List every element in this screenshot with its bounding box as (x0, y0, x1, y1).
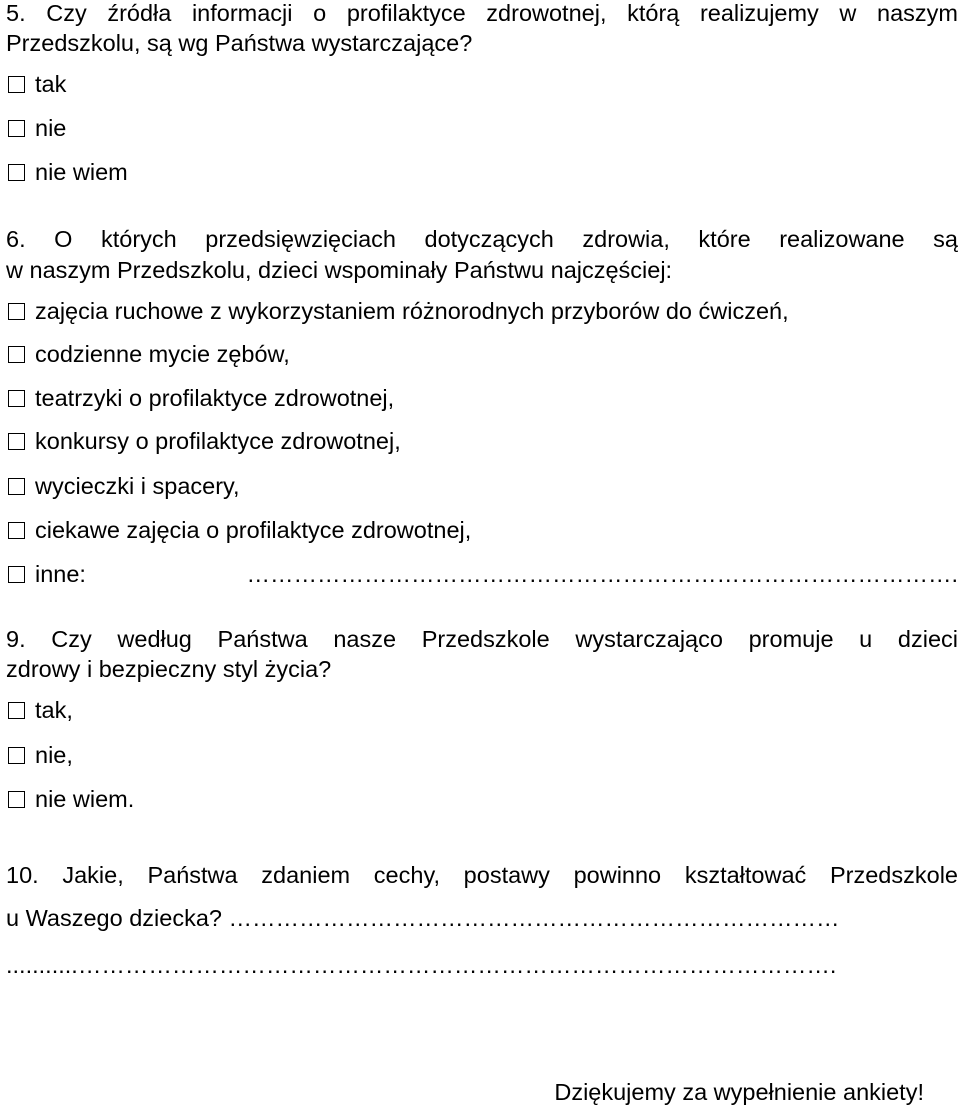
option-label: tak (35, 71, 67, 97)
option-label: nie (35, 115, 67, 141)
question-10-answer-line-2[interactable]: ...........……………………………………………………………………………………. (6, 952, 837, 978)
q6-option-teatrzyki[interactable] (8, 383, 394, 413)
q5-option-nie[interactable] (8, 113, 66, 143)
option-label: codzienne mycie zębów, (35, 341, 290, 367)
option-label: nie, (35, 742, 73, 768)
checkbox[interactable] (8, 747, 25, 764)
option-label-with-blank[interactable]: inne: ………………………………………………………………………………. (35, 561, 958, 587)
checkbox[interactable] (8, 522, 25, 539)
q6-option-inne[interactable] (8, 559, 958, 589)
checkbox[interactable] (8, 76, 25, 93)
q6-option-wycieczki[interactable] (8, 471, 240, 501)
checkbox[interactable] (8, 120, 25, 137)
q9-option-nie-wiem[interactable] (8, 784, 134, 814)
checkbox[interactable] (8, 433, 25, 450)
checkbox[interactable] (8, 390, 25, 407)
checkbox[interactable] (8, 303, 25, 320)
question-9-text: 9. Czy według Państwa nasze Przedszkole wystarczająco promuje u dzieci (6, 626, 958, 652)
option-label: zajęcia ruchowe z wykorzystaniem różnorodnych przyborów do ćwiczeń, (35, 298, 789, 324)
q9-option-nie[interactable] (8, 740, 73, 770)
q9-option-tak[interactable] (8, 695, 73, 725)
q6-option-ciekawe-zajecia[interactable] (8, 515, 471, 545)
q6-option-konkursy[interactable] (8, 426, 401, 456)
checkbox[interactable] (8, 346, 25, 363)
option-label: tak, (35, 697, 73, 723)
question-9-text-cont: zdrowy i bezpieczny styl życia? (6, 656, 332, 682)
option-label: ciekawe zajęcia o profilaktyce zdrowotnej, (35, 517, 472, 543)
option-label: wycieczki i spacery, (35, 473, 240, 499)
option-label: nie wiem (35, 159, 128, 185)
checkbox[interactable] (8, 478, 25, 495)
option-label: konkursy o profilaktyce zdrowotnej, (35, 428, 401, 454)
checkbox[interactable] (8, 791, 25, 808)
option-label: teatrzyki o profilaktyce zdrowotnej, (35, 385, 395, 411)
question-6-text: 6. O których przedsięwzięciach dotyczących zdrowia, które realizowane są (6, 226, 958, 252)
question-5-text-cont: Przedszkolu, są wg Państwa wystarczające? (6, 30, 473, 56)
q5-option-nie-wiem[interactable] (8, 157, 128, 187)
closing-thanks: Dziękujemy za wypełnienie ankiety! (554, 1079, 924, 1105)
question-10-answer-line-1[interactable]: u Waszego dziecka? …………………………………………………………………… (6, 905, 840, 931)
question-5-text: 5. Czy źródła informacji o profilaktyce zdrowotnej, którą realizujemy w naszym (6, 0, 958, 26)
checkbox[interactable] (8, 164, 25, 181)
question-6-text-cont: w naszym Przedszkolu, dzieci wspominały Państwu najczęściej: (6, 257, 673, 283)
q6-option-mycie-zebow[interactable] (8, 339, 290, 369)
checkbox[interactable] (8, 566, 25, 583)
q6-option-zajecia-ruchowe[interactable] (8, 296, 789, 326)
option-label: nie wiem. (35, 786, 135, 812)
checkbox[interactable] (8, 702, 25, 719)
question-10-text: 10. Jakie, Państwa zdaniem cechy, postawy powinno kształtować Przedszkole (6, 862, 958, 888)
q5-option-tak[interactable] (8, 69, 66, 99)
